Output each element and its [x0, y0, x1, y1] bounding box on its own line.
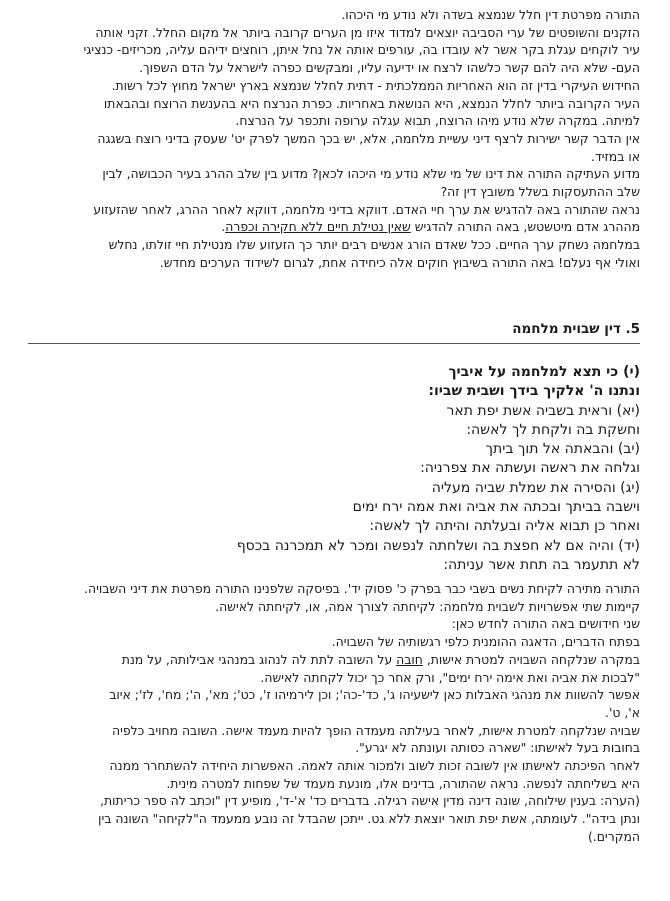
verse-line: לא תתעמר בה תחת אשר עניתה: — [443, 556, 640, 573]
section-heading: 5. דין שבוית מלחמה — [512, 321, 640, 337]
text-segment: על השובה לתת לה לנהוג במנהגי אבילותה, על מנת — [121, 651, 397, 667]
text-line: העיר הקרובה ביותר לחלל הנמצא, היא הנושאת באחריות. כפרת הנרצח היא בהענשת הרוצח ובהבאתו — [103, 95, 640, 111]
text-line: המקרים.) — [587, 828, 640, 844]
text-line: לאחר הפיכתה לאישתו אין לשובה זכות לשוב ולמכור אותה לאמה. האפשרות היחידה להשתחרר ממנה — [109, 758, 640, 774]
text-line: בחובות בעל לאישתו: "שארה כסותה ועונתה לא יגרע". — [355, 740, 640, 756]
text-segment: . — [221, 219, 226, 235]
text-line: עיר לוקחים עגלת בקר אשר לא עובדו בה, עורפים אותה אל נחל איתן, רוחצים ידיהם עליה, מכריזים- כנציגי — [83, 42, 640, 58]
text-line: במלחמה נשחק ערך החיים. ככל שאדם הורג אנשים רבים יותר כך הזעזוע שלו מנטילת חיי זולתו, נחלש — [108, 237, 640, 253]
text-line: אין הדבר קשר ישירות לרצף דיני עשיית מלחמה, אלא, יש בכך המשך לפרק יט' שעסק בדיני רוצח בשגגה — [97, 130, 640, 146]
text-line — [30, 218, 640, 236]
verse-line: וגלחה את ראשה ועשתה את צפרניה: — [420, 460, 640, 477]
text-line: שבויה שנלקחה למטרת אישות, לאחר בעילתה מעמדה הופך להיות מעמד אישה. השובה מחויב כלפיה — [112, 722, 640, 738]
text-line: בפתח הדברים, הדאגה ההומנית כלפי רגשותיה של השבויה. — [331, 634, 640, 650]
text-line: היא בשליחתה לנפשה. נראה שהתורה, בדינים אלו, מונעת מעמד של שפחות למטרה מינית. — [166, 775, 640, 791]
text-line: העם- שלא היה להם קשר כלשהו לרצח או ידיעה עליו, ומבקשים כפרה לישראל על הדם השפוך. — [139, 60, 640, 76]
text-line: התורה מפרטת דין חלל שנמצא בשדה ולא נודע מי היכהו. — [341, 7, 640, 22]
verse-line: (יא) וראית בשביה אשת יפת תאר — [446, 402, 640, 419]
text-line: ונתן בידה". לעומתה, אשת יפת תואר יוצאת ללא גט. ייתכן שהבדל זה נובע ממעמד ה"לקיחה" השונה בין — [98, 811, 640, 827]
verse-line: (י) כי תצא למלחמה על איביך — [448, 364, 640, 380]
discussion-text — [30, 580, 640, 846]
verse-line: (יג) והסירה את שמלת שביה מעליה — [431, 479, 640, 496]
text-line: ואולי אף נעלם! באה התורה בשיבוץ חוקים אלה כיחידה אחת, לגרום לשידוד הערכים מחדש. — [159, 254, 640, 270]
underlined-phrase: שאין נטילת חיים ללא חקירה וכפרה — [225, 219, 411, 235]
intro-text — [30, 6, 640, 272]
verse-line: (יב) והבאתה אל תוך ביתך — [485, 441, 640, 458]
text-line: נראה שהתורה באה להדגיש את ערך חיי האדם. דווקא בדיני מלחמה, דווקא לאחר ההרג, לאחר שהזעזוע — [93, 201, 640, 217]
verse-line: ונתנו ה' אלקיך בידך ושבית שביו: — [428, 383, 640, 400]
text-line: או במזיד. — [591, 148, 640, 164]
text-line — [30, 651, 640, 669]
verse-line: וישבה בביתך ובכתה את אביה ואת אמה ירח ימים — [352, 499, 640, 516]
verses-block — [220, 363, 640, 575]
text-line: שלב ההתעסקות בשלל משובץ דין זה? — [440, 184, 640, 200]
text-line: (הערה: בענין שילוחה, שונה דינה מדין אישה רגילה. בדברים כד' א'-ד', מופיע דין "וכתב לה ספר כריתות, — [100, 793, 640, 809]
text-line: הזקנים והשופטים של ערי הסביבה יוצאים למדוד איזו מן הערים קרובה ביותר אל מקום החלל. זקני אותה — [95, 24, 640, 40]
text-line: מדוע העתיקה התורה את דינו של מי שלא נודע מי היכהו לכאן? מדוע בין שלב ההרג בעיר הכבושה, לבין — [102, 166, 640, 182]
text-line: "לבכות את אביה ואת אימה ירח ימים", ורק אחר כך יכול לקחתה לאישה. — [260, 669, 640, 685]
verse-line: (יד) והיה אם לא חפצת בה ושלחתה לנפשה ומכר לא תמכרנה בכסף — [236, 537, 640, 554]
text-line: אפשר להשוות את מנהגי האבלות כאן לישעיהו ג', כד'-כה'; וכן לירמיהו ז', כט'; מא', ה'; מח', לז'; איוב — [109, 687, 640, 703]
section-divider — [28, 343, 640, 344]
verse-line: וחשקת בה ולקחת לך לאשה: — [466, 421, 640, 438]
underlined-word: חובה — [396, 651, 423, 667]
text-line: התורה מתירה לקיחת נשים בשבי כבר בפרק כ' פסוק יד'. בפיסקה שלפנינו התורה מפרטת את דיני השבויה. — [84, 581, 640, 596]
text-line: קיימות שתי אפשרויות לשבוית מלחמה: לקיחתה לצורך אמה, או, לקיחתה לאישה. — [215, 598, 640, 614]
text-line: למיתה. במקרה שלא נודע מיהו הרוצח, תבוא עגלה ערופה ותכפר על הנרצח. — [235, 113, 640, 129]
text-line: א', ט'. — [605, 704, 640, 720]
verse-line: ואחר כן תבוא אליה ובעלתה והיתה לך לאשה: — [369, 518, 640, 535]
text-segment: במקרה שנלקחה השבויה למטרת אישות, — [422, 651, 640, 667]
text-line: שני חידושים באה התורה לחדש כאן: — [451, 616, 640, 632]
text-line: החידוש העיקרי בדין זה הוא האחריות הממלכתית - דתית לחלל שנמצא בארץ ישראל מחוץ לכל רשות. — [111, 77, 640, 93]
text-segment: מההרג אדם מיטשטש, באה התורה להדגיש — [410, 219, 640, 235]
